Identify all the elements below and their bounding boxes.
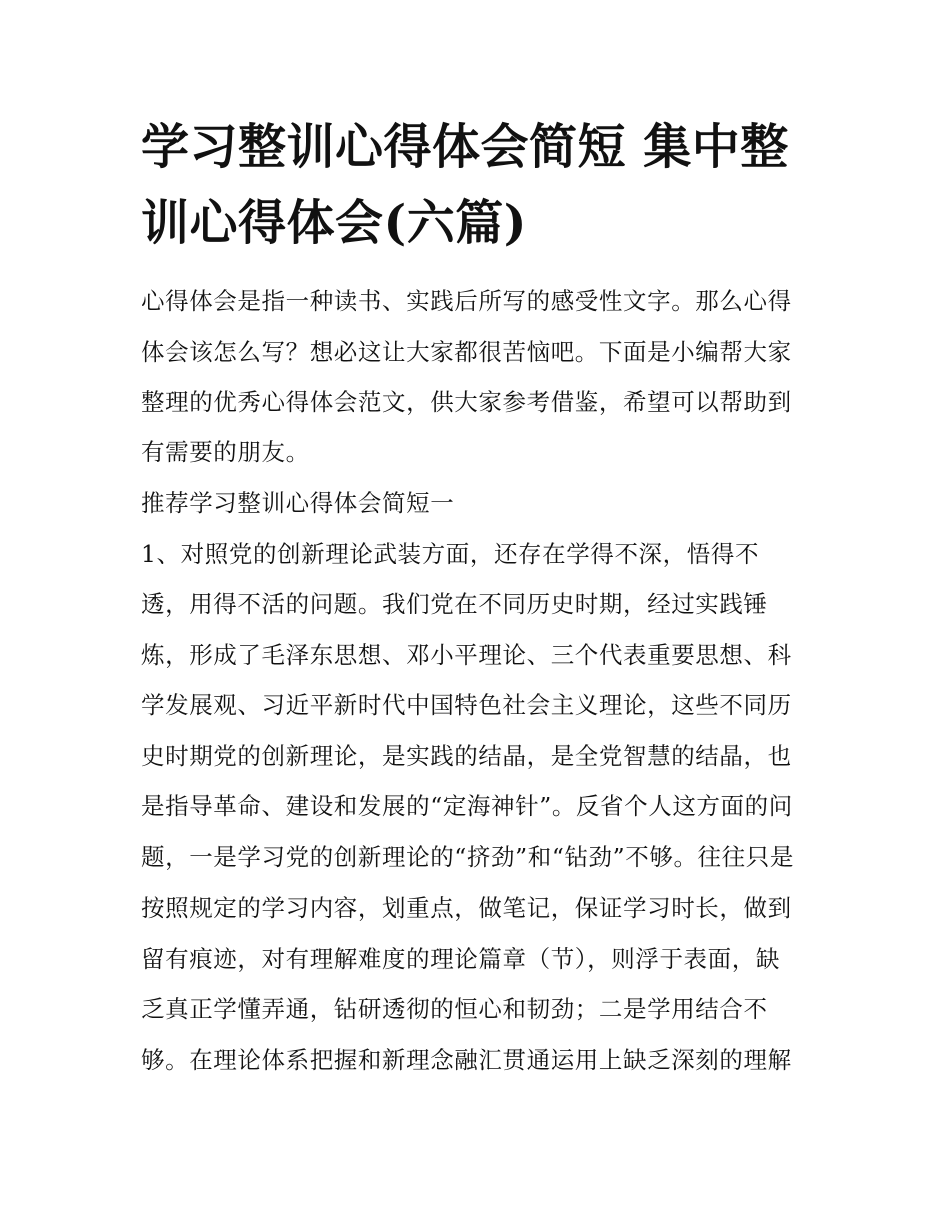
paragraph-line-7: 题，一是学习党的创新理论的“挤劲”和“钻劲”不够。往往只是: [141, 843, 794, 871]
section-heading: 推荐学习整训心得体会简短一: [141, 489, 455, 517]
document-title-line-1: 学习整训心得体会简短 集中整: [141, 119, 789, 175]
paragraph-line-6: 是指导革命、建设和发展的“定海神针”。反省个人这方面的问: [141, 792, 793, 820]
paragraph-line-5: 史时期党的创新理论，是实践的结晶，是全党智慧的结晶，也: [141, 742, 792, 770]
paragraph-line-9: 留有痕迹，对有理解难度的理论篇章（节），则浮于表面，缺: [141, 945, 780, 973]
intro-line-3: 整理的优秀心得体会范文，供大家参考借鉴，希望可以帮助到: [141, 388, 792, 416]
paragraph-line-1: 1、对照党的创新理论武装方面，还存在学得不深，悟得不: [141, 540, 760, 568]
paragraph-line-11: 够。在理论体系把握和新理念融汇贯通运用上缺乏深刻的理解: [141, 1046, 792, 1074]
document-title-line-2: 训心得体会(六篇): [141, 195, 527, 251]
intro-line-1: 心得体会是指一种读书、实践后所写的感受性文字。那么心得: [141, 287, 792, 315]
paragraph-line-4: 学发展观、习近平新时代中国特色社会主义理论，这些不同历: [141, 691, 792, 719]
intro-line-4: 有需要的朋友。: [141, 438, 310, 466]
paragraph-line-8: 按照规定的学习内容，划重点，做笔记，保证学习时长，做到: [141, 894, 792, 922]
paragraph-line-3: 炼，形成了毛泽东思想、邓小平理论、三个代表重要思想、科: [141, 641, 792, 669]
paragraph-line-2: 透，用得不活的问题。我们党在不同历史时期，经过实践锤: [141, 590, 768, 618]
intro-line-2: 体会该怎么写？想必这让大家都很苦恼吧。下面是小编帮大家: [141, 338, 792, 366]
paragraph-line-10: 乏真正学懂弄通，钻研透彻的恒心和韧劲；二是学用结合不: [141, 995, 768, 1023]
